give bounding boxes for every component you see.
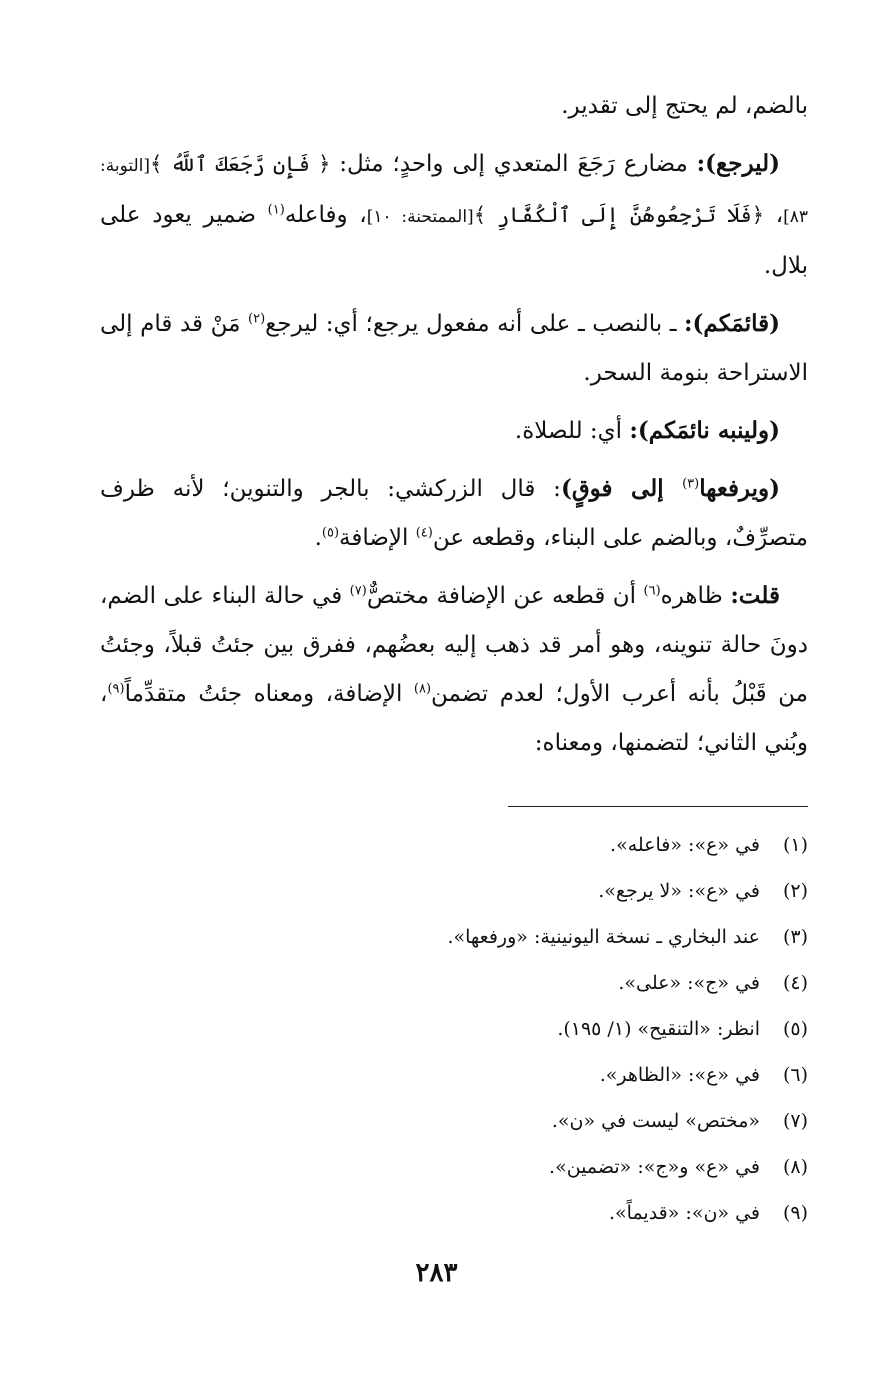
footnote-number: (٩) [782,1202,808,1224]
paragraph [100,139,808,291]
footnote-divider [508,806,808,807]
footnote [168,1006,808,1052]
footnote-text: في «ع»: «فاعله». [610,834,760,856]
commentary-text: . [314,525,322,551]
footnote-marker[interactable]: (٥) [321,525,340,541]
footnote-number: (٥) [782,1018,808,1040]
footnote [168,1098,808,1144]
paragraph [100,464,808,563]
footnote-text: «مختص» ليست في «ن». [551,1110,760,1132]
commentary-text: ، [764,202,784,228]
footnote [168,822,808,868]
footnote-text: في «ع»: «لا يرجع». [598,880,760,902]
commentary-text: الإضافة، ومعناه جئتُ متقدِّماً [124,681,414,707]
paragraph [100,571,808,768]
footnote-number: (٨) [782,1156,808,1178]
lemma: (قائمَكم): [684,310,780,337]
footnote-number: (١) [782,834,808,856]
page-number: ٢٨٣ [415,1258,458,1288]
footnote-text: في «ع» و«ج»: «تضمين». [549,1156,760,1178]
footnote-marker[interactable]: (٨) [413,681,432,697]
commentary-text: ، وفاعله [284,202,367,228]
lemma: قلت: [730,582,780,609]
lemma: إلى فوقٍ) [560,475,683,502]
commentary-text: ظاهره [660,583,731,609]
footnote-marker[interactable]: (٢) [248,311,266,327]
lemma: (ويرفعها [699,475,781,502]
footnote [168,914,808,960]
footnote-marker[interactable]: (٧) [349,583,367,599]
footnote-marker[interactable]: (٦) [643,583,661,599]
commentary-text: ضمير يعود على بلال. [100,202,808,279]
footnote-marker[interactable]: (٤) [415,525,433,541]
commentary-text: ، وبُني الثاني؛ لتضمنها، ومعناه: [100,681,808,756]
verse-reference: [التوبة: ٨٣] [100,156,809,227]
footnote-number: (٤) [782,972,808,994]
footnote-text: في «ج»: «على». [618,972,760,994]
commentary-text: ـ بالنصب ـ على أنه مفعول يرجع؛ أي: ليرجع [265,311,685,337]
footnote [168,1144,808,1190]
paragraph-text: بالضم، لم يحتج إلى تقدير. [561,93,808,119]
commentary-text: مضارع رَجَعَ المتعدي إلى واحدٍ؛ مثل: [330,151,697,177]
lemma: (ليرجع): [696,150,780,177]
footnote-marker[interactable]: (١) [267,202,285,218]
main-text [100,82,808,776]
verse-reference: [الممتحنة: ١٠] [366,207,474,227]
footnote-number: (٣) [782,926,808,948]
quran-verse: ﴿ فَإِن رَّجَعَكَ ٱللَّهُ ﴾ [150,152,331,176]
footnote [168,1190,808,1236]
commentary-text: أن قطعه عن الإضافة مختصٌّ [366,583,644,609]
commentary-text: : قال الزركشي: بالجر والتنوين؛ لأنه ظرف متصرِّفٌ، وبالضم على البناء، وقطعه عن [100,476,808,551]
footnotes-list [168,822,808,1236]
commentary-text: مَنْ قد قام إلى الاستراحة بنومة السحر. [100,311,808,386]
quran-verse: ﴿فَلَا تَرْجِعُوهُنَّ إِلَى ٱلْكُفَّارِ ﴾ [473,203,765,227]
footnote-number: (٢) [782,880,808,902]
footnote-number: (٧) [782,1110,808,1132]
footnote-text: عند البخاري ـ نسخة اليونينية: «ورفعها». [447,926,760,948]
lemma: (ولينبه نائمَكم): [629,417,780,444]
footnote [168,960,808,1006]
footnote [168,1052,808,1098]
paragraph [100,82,808,131]
paragraph [100,299,808,398]
footnote-marker[interactable]: (٩) [107,681,125,697]
footnote-text: في «ع»: «الظاهر». [599,1064,760,1086]
footnote-number: (٦) [782,1064,808,1086]
footnote-marker[interactable]: (٣) [682,476,700,492]
commentary-text: في حالة البناء على الضم، دونَ حالة تنوينه، وهو أمر قد ذهب إليه بعضُهم، ففرق بين جئتُ قبلاً، وجئتُ من قَبْلُ بأنه أعرب الأول؛ لعدم تضمن [100,583,808,707]
footnote-text: في «ن»: «قديماً». [608,1202,760,1224]
paragraph [100,406,808,456]
footnote-text: انظر: «التنقيح» (١/ ١٩٥). [557,1018,760,1040]
commentary-text: الإضافة [339,525,416,551]
footnote [168,868,808,914]
commentary-text: أي: للصلاة. [514,418,630,444]
